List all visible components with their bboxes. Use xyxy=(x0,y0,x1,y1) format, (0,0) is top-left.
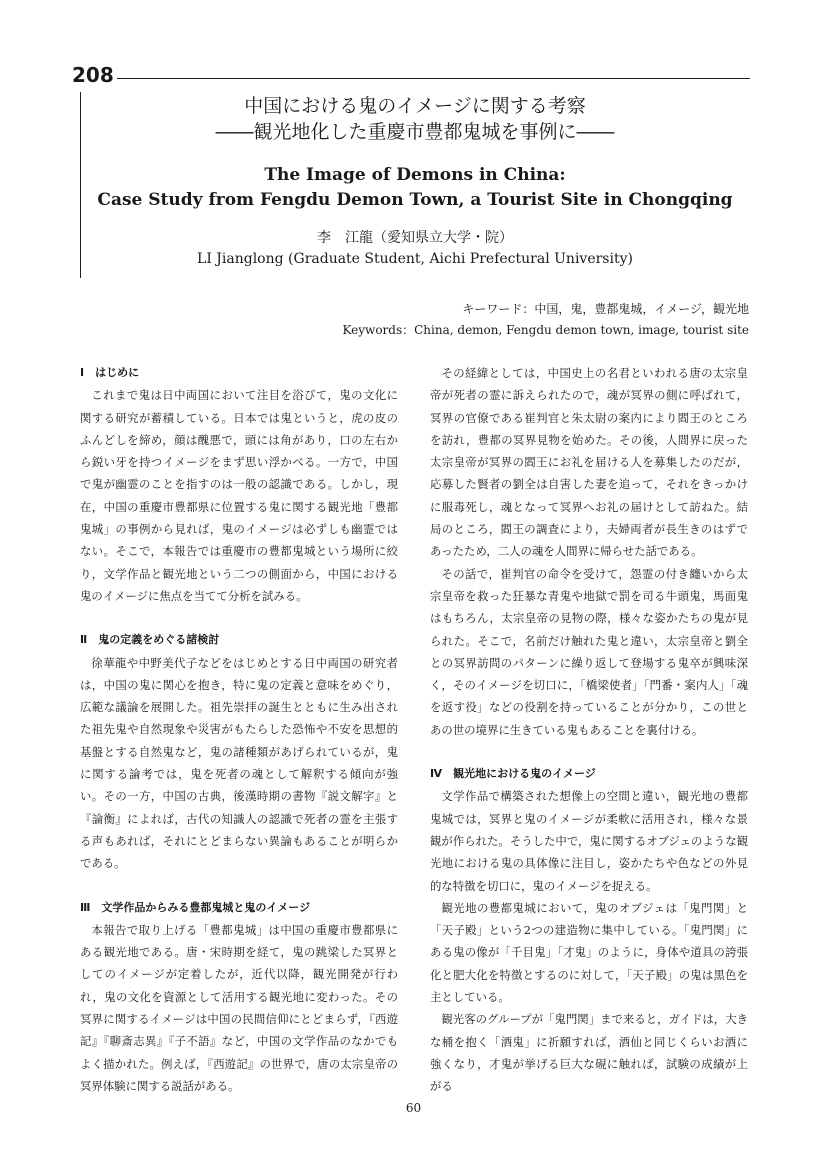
paragraph: 観光地の豊都鬼城において，鬼のオブジェは「鬼門関」と「天子殿」という2つの建造物に集中している。「鬼門関」にある鬼の像が「千目鬼」「才鬼」のように，身体や道具の誇張化と肥大化を特徴とするのに対して，「天子殿」の鬼は黒色を主としている。 xyxy=(430,900,748,1005)
left-column xyxy=(80,362,398,1097)
paragraph: 文学作品で構築された想像上の空間と違い，観光地の豊都鬼城では，冥界と鬼のイメージが柔軟に活用され，様々な景観が作られた。そうした中で，鬼に関するオブジェのような観光地における鬼の具体像に注目し，姿かたちや色などの外見的な特徴を切口に，鬼のイメージを捉える。 xyxy=(430,789,748,893)
section-heading-4: Ⅳ 観光地における鬼のイメージ xyxy=(430,767,596,781)
section-heading-2: Ⅱ 鬼の定義をめぐる諸検討 xyxy=(80,633,220,647)
paragraph: 徐華龍や中野美代子などをはじめとする日中両国の研究者は，中国の鬼に関心を抱き，特に鬼の定義と意味をめぐり，広範な議論を展開した。祖先崇拝の誕生とともに生み出された祖先鬼や自然現象や災害がもたらした恐怖や不安を思想的基盤とする自然鬼など，鬼の諸種類があげられているが，鬼に関する論考では，鬼を死者の魂として解釈する傾向が強い。その一方，中国の古典，後漢時期の書物『説文解字』と『論衡』によれば，古代の知識人の認識で死者の霊を主張する声もあれば，それにとどまらない異論もあることが明らかである。 xyxy=(80,655,398,871)
title-side-rule xyxy=(80,92,81,278)
section-heading-3: Ⅲ 文学作品からみる豊都鬼城と鬼のイメージ xyxy=(80,900,311,914)
title-english-line2: Case Study from Fengdu Demon Town, a Tourist Site in Chongqing xyxy=(97,190,733,210)
paragraph: 観光客のグループが「鬼門関」まで来ると，ガイドは，大きな桶を抱く「酒鬼」に祈願すれば，酒仙と同じくらいお酒に強くなり，才鬼が挙げる巨大な硯に触れば，試験の成績が上がる xyxy=(430,1012,748,1094)
title-japanese: 中国における鬼のイメージに関する考察 xyxy=(244,95,586,117)
footer-page-number: 60 xyxy=(405,1101,422,1115)
keywords-japanese: キーワード：中国，鬼，豊都鬼城，イメージ，観光地 xyxy=(462,302,749,316)
paragraph: その経緯としては，中国史上の名君といわれる唐の太宗皇帝が死者の霊に訴えられたので，魂が冥界の側に呼ばれて，冥界の官僚である崔判官と朱太尉の案内により閻王のところを訪れ，豊都の冥界見物を始めた。その後，人間界に戻った太宗皇帝が冥界の閻王にお礼を届ける人を募集したのだが，応募した賢者の劉全は自害した妻を追って，それをきっかけに服毒死し，魂となって冥界へお礼の届けとして訪ねた。結局のところ，閻王の調査により，夫婦両者が長生きのはずであったため，二人の魂を人間界に帰らせた話である。 xyxy=(430,366,748,559)
keywords-english: Keywords：China, demon, Fengdu demon town, image, tourist site xyxy=(342,323,749,337)
paragraph: 本報告で取り上げる「豊都鬼城」は中国の重慶市豊都県にある観光地である。唐・宋時期を経て，鬼の跳梁した冥界としてのイメージが定着したが，近代以降，観光開発が行われ，鬼の文化を資源として活用する観光地に変わった。その冥界に関するイメージは中国の民間信仰にとどまらず，『西遊記』『聊斎志異』『子不語』など，中国の文学作品のなかでもよく描かれた。例えば，『西遊記』の世界で，唐の太宗皇帝の冥界体験に関する説話がある。 xyxy=(80,922,398,1093)
header-rule xyxy=(117,78,750,79)
section-heading-1: Ⅰ はじめに xyxy=(80,366,140,379)
paragraph: これまで鬼は日中両国において注目を浴びて，鬼の文化に関する研究が蓄積している。日本では鬼というと，虎の皮のふんどしを締め，顔は醜悪で，頭には角があり，口の左右から鋭い牙を持つイメージをまず思い浮かべる。一方で，中国で鬼が幽霊のことを指すのは一般の認識である。しかし，現在，中国の重慶市豊都県に位置する鬼に関する観光地「豊都鬼城」の事例から見れば，鬼のイメージは必ずしも幽霊ではない。そこで，本報告では重慶市の豊都鬼城という場所に絞り，文学作品と観光地という二つの側面から，中国における鬼のイメージに焦点を当てて分析を試みる。 xyxy=(80,388,398,603)
page-number: 208 xyxy=(72,63,114,87)
paragraph: その話で，崔判官の命令を受けて，怨霊の付き纏いから太宗皇帝を救った狂暴な青鬼や地獄で罰を司る牛頭鬼，馬面鬼はもちろん，太宗皇帝の見物の際，様々な姿かたちの鬼が見られた。そこで，名前だけ触れた鬼と違い，太宗皇帝と劉全との冥界訪問のパターンに繰り返して登場する鬼卒が興味深く，そのイメージを切口に，「橋梁使者」「門番・案内人」「魂を返す役」などの役割を持っていることが分かり，この世とあの世の境界に生きている鬼もあることを裏付ける。 xyxy=(430,566,748,737)
author-english: LI Jianglong (Graduate Student, Aichi Prefectural University) xyxy=(197,251,633,267)
subtitle-japanese: ――観光地化した重慶市豊都鬼城を事例に―― xyxy=(215,121,615,143)
right-column xyxy=(430,362,748,1098)
author-japanese: 李 江龍（愛知県立大学・院） xyxy=(317,230,513,246)
title-english-line1: The Image of Demons in China: xyxy=(264,165,566,185)
